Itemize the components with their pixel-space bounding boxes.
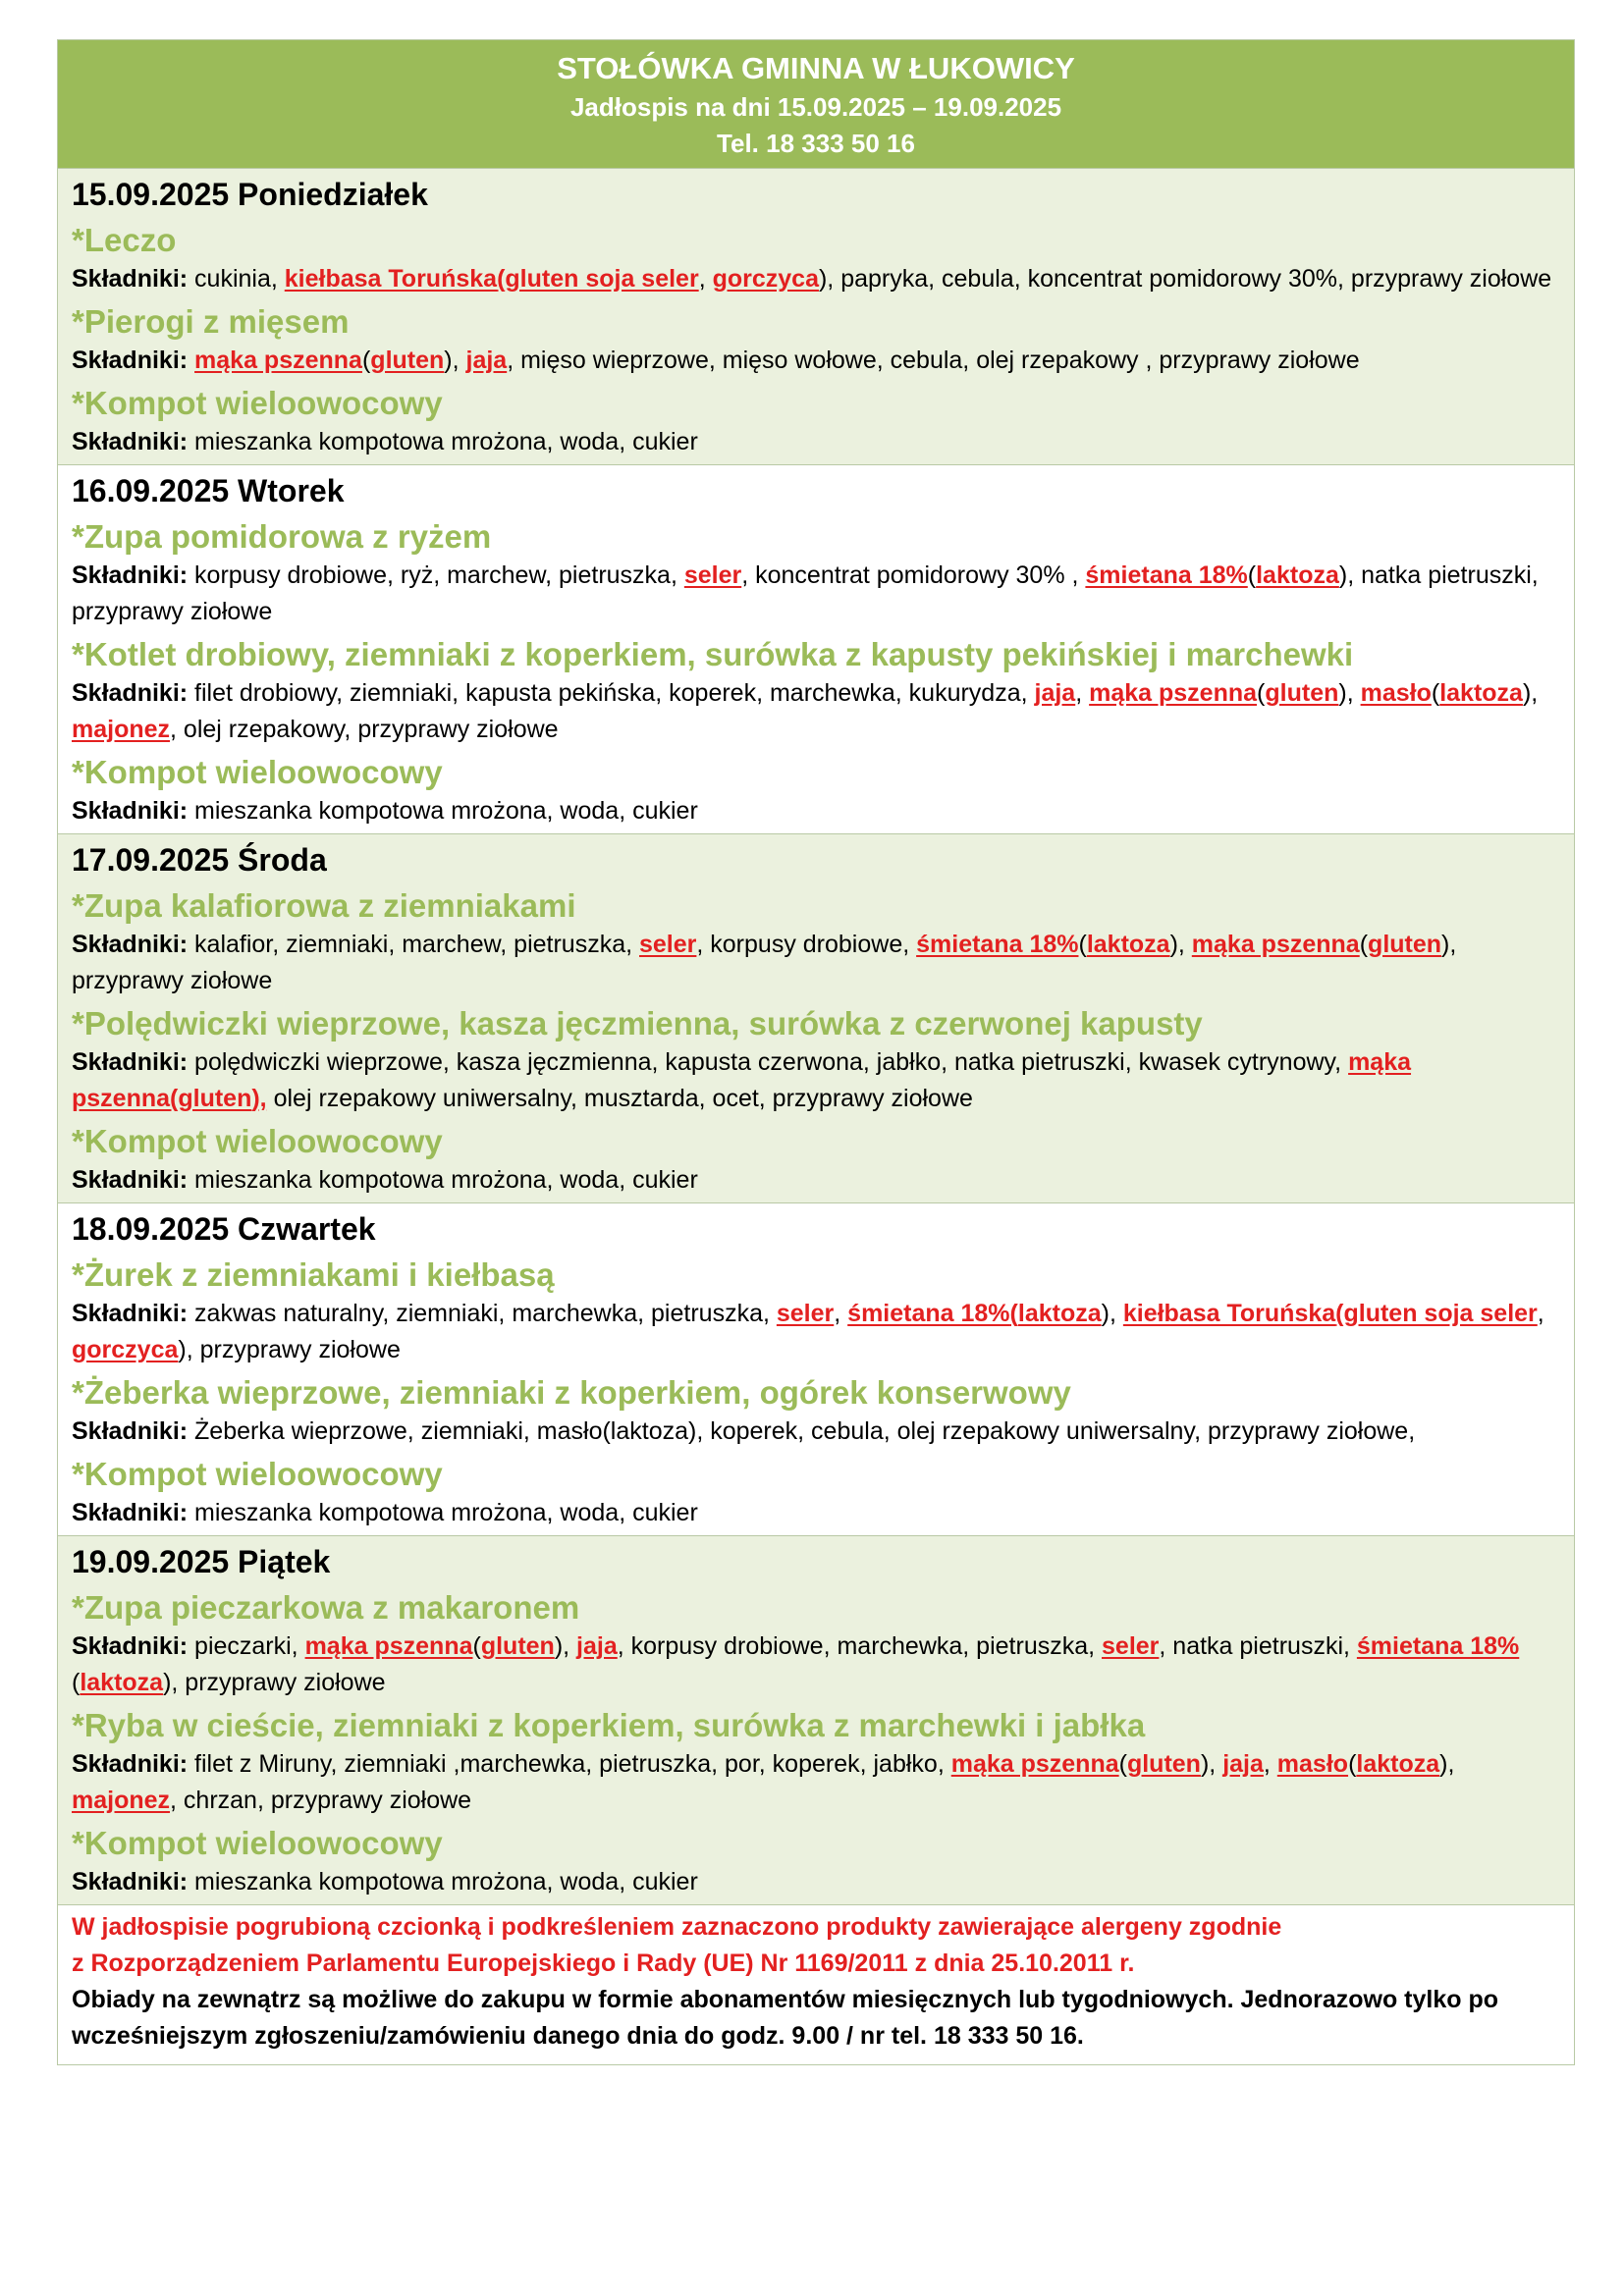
allergen-text: gorczyca <box>712 265 819 293</box>
allergen-text: mąka pszenna <box>1191 931 1360 958</box>
day-section <box>58 834 1574 1203</box>
dish-name: *Zupa pieczarkowa z makaronem <box>72 1589 580 1626</box>
footer-notes <box>58 1905 1574 2064</box>
ingredient-text: Żeberka wieprzowe, ziemniaki, masło(laktoza), koperek, cebula, olej rzepakowy uniwersalny, przyprawy ziołowe, <box>188 1417 1416 1445</box>
allergen-text: laktoza <box>1256 561 1339 589</box>
day-title: 15.09.2025 Poniedziałek <box>72 177 428 212</box>
ingredients-label: Składniki: <box>72 1048 189 1076</box>
ingredients-line <box>72 558 1560 630</box>
allergen-text: śmietana 18% <box>916 931 1079 958</box>
ingredient-text: zakwas naturalny, ziemniaki, marchewka, pietruszka, <box>188 1300 777 1327</box>
ingredient-text: ), <box>1439 1750 1455 1778</box>
ingredient-text <box>188 347 194 374</box>
dish-name: *Żurek z ziemniakami i kiełbasą <box>72 1256 555 1293</box>
allergen-text: laktoza <box>1439 679 1523 707</box>
allergen-text: seler <box>1102 1632 1160 1660</box>
ingredient-text: ), <box>1200 1750 1223 1778</box>
days-container <box>58 169 1574 1905</box>
ingredient-text: , natka pietruszki, <box>1159 1632 1357 1660</box>
day-section <box>58 1536 1574 1905</box>
ingredients-label: Składniki: <box>72 1166 189 1194</box>
day-title: 16.09.2025 Wtorek <box>72 473 345 508</box>
ingredients-line <box>72 1296 1560 1368</box>
ingredient-text: mieszanka kompotowa mrożona, woda, cukier <box>188 797 698 825</box>
canteen-title: STOŁÓWKA GMINNA W ŁUKOWICY <box>557 51 1075 85</box>
allergen-text: kiełbasa Toruńska <box>1122 1300 1336 1327</box>
ingredient-text: , chrzan, przyprawy ziołowe <box>170 1787 472 1814</box>
allergen-text: kiełbasa Toruńska <box>284 265 498 293</box>
ingredient-text: mieszanka kompotowa mrożona, woda, cukier <box>188 428 698 455</box>
dish-name: *Kompot wieloowocowy <box>72 1123 443 1159</box>
ingredients-label: Składniki: <box>72 679 189 707</box>
allergen-text: mąka pszenna <box>72 1048 1412 1112</box>
allergen-text: laktoza <box>80 1669 164 1696</box>
ingredients-label: Składniki: <box>72 1632 189 1660</box>
dish-name: *Żeberka wieprzowe, ziemniaki z koperkiem, ogórek konserwowy <box>72 1374 1071 1411</box>
dish-name: *Pierogi z mięsem <box>72 303 350 340</box>
allergen-text: gluten soja seler <box>505 265 699 293</box>
ingredient-text: mieszanka kompotowa mrożona, woda, cukier <box>188 1166 698 1194</box>
ingredients-line <box>72 343 1560 379</box>
allergen-text: seler <box>683 561 742 589</box>
ingredients-label: Składniki: <box>72 561 189 589</box>
ingredient-text: , mięso wieprzowe, mięso wołowe, cebula, olej rzepakowy , przyprawy ziołowe <box>507 347 1360 374</box>
allergen-text: majonez <box>72 716 171 743</box>
allergen-text: jaja <box>465 347 508 374</box>
ingredient-text: ), przyprawy ziołowe <box>163 1669 386 1696</box>
dish-name: *Kompot wieloowocowy <box>72 385 443 421</box>
ingredients-label: Składniki: <box>72 1417 189 1445</box>
allergen-text: śmietana 18% <box>847 1300 1010 1327</box>
ingredients-line <box>72 1864 1560 1900</box>
ingredient-text: , <box>834 1300 848 1327</box>
ingredient-text: mieszanka kompotowa mrożona, woda, cukier <box>188 1868 698 1896</box>
ingredients-line <box>72 424 1560 460</box>
dish-name: *Ryba w cieście, ziemniaki z koperkiem, surówka z marchewki i jabłka <box>72 1707 1146 1743</box>
ingredient-text: ), papryka, cebula, koncentrat pomidorowy 30%, przyprawy ziołowe <box>818 265 1552 293</box>
ingredient-text: ), <box>554 1632 577 1660</box>
ingredient-text: mieszanka kompotowa mrożona, woda, cukier <box>188 1499 698 1526</box>
ingredient-text: filet drobiowy, ziemniaki, kapusta pekińska, koperek, marchewka, kukurydza, <box>188 679 1035 707</box>
allergen-text: seler <box>776 1300 835 1327</box>
allergen-text: gluten <box>370 347 445 374</box>
ingredient-text: ), natka pietruszki, przyprawy ziołowe <box>72 561 1539 625</box>
ingredient-text: ( <box>472 1632 481 1660</box>
ingredient-text: filet z Miruny, ziemniaki ,marchewka, pietruszka, por, koperek, jabłko, <box>188 1750 951 1778</box>
day-section <box>58 1203 1574 1536</box>
menu-table <box>57 39 1575 2065</box>
dish-name: *Kompot wieloowocowy <box>72 754 443 790</box>
ingredients-line <box>72 261 1560 297</box>
dish-name: *Polędwiczki wieprzowe, kasza jęczmienna, surówka z czerwonej kapusty <box>72 1005 1203 1041</box>
ingredients-label: Składniki: <box>72 1750 189 1778</box>
ingredient-text: , korpusy drobiowe, <box>696 931 917 958</box>
allergen-text: majonez <box>72 1787 171 1814</box>
ingredient-text: ( <box>1078 931 1087 958</box>
menu-date-range: Jadłospis na dni 15.09.2025 – 19.09.2025 <box>569 92 1062 122</box>
dish-name: *Kompot wieloowocowy <box>72 1825 443 1861</box>
ingredients-line <box>72 1746 1560 1819</box>
allergen-text: laktoza <box>1086 931 1170 958</box>
menu-header <box>58 40 1574 169</box>
allergen-text: gluten <box>1126 1750 1201 1778</box>
ingredients-label: Składniki: <box>72 931 189 958</box>
ingredients-label: Składniki: <box>72 1499 189 1526</box>
ingredients-label: Składniki: <box>72 265 189 293</box>
day-title: 19.09.2025 Piątek <box>72 1544 331 1579</box>
ingredient-text: ( <box>1348 1750 1357 1778</box>
ingredient-text: ( <box>1359 931 1369 958</box>
allergen-text: śmietana 18% <box>1356 1632 1520 1660</box>
ingredient-text: korpusy drobiowe, ryż, marchew, pietruszka, <box>188 561 684 589</box>
allergen-text: mąka pszenna <box>1089 679 1258 707</box>
allergen-text: gluten <box>1368 931 1442 958</box>
ingredient-text: , <box>1537 1300 1544 1327</box>
ingredients-label: Składniki: <box>72 428 189 455</box>
ingredients-line <box>72 1162 1560 1199</box>
ingredients-line <box>72 793 1560 829</box>
ingredient-text: ), przyprawy ziołowe <box>72 931 1457 994</box>
ingredient-text: kalafior, ziemniaki, marchew, pietruszka, <box>188 931 639 958</box>
ingredients-line <box>72 675 1560 748</box>
ingredients-label: Składniki: <box>72 1868 189 1896</box>
ingredients-line <box>72 1495 1560 1531</box>
ingredient-text: ( <box>72 1669 81 1696</box>
allergen-text: ( <box>1335 1300 1344 1327</box>
ingredient-text: polędwiczki wieprzowe, kasza jęczmienna, kapusta czerwona, jabłko, natka pietruszki, kwasek cytrynowy, <box>188 1048 1349 1076</box>
ingredient-text: ( <box>1431 679 1440 707</box>
ingredient-text: olej rzepakowy uniwersalny, musztarda, ocet, przyprawy ziołowe <box>266 1085 973 1112</box>
allergen-note-line-1: W jadłospisie pogrubioną czcionką i podkreśleniem zaznaczono produkty zawierające alergeny zgodnie <box>72 1913 1282 1941</box>
day-section <box>58 465 1574 834</box>
ingredient-text: ), <box>1522 679 1539 707</box>
dish-name: *Zupa kalafiorowa z ziemniakami <box>72 887 576 924</box>
allergen-text: jaja <box>1222 1750 1264 1778</box>
ingredients-line <box>72 1044 1560 1117</box>
ingredient-text: , <box>1263 1750 1277 1778</box>
allergen-text: jaja <box>1034 679 1076 707</box>
ingredient-text: ( <box>1118 1750 1127 1778</box>
allergen-text: gluten <box>1265 679 1339 707</box>
ingredient-text: pieczarki, <box>188 1632 305 1660</box>
day-title: 17.09.2025 Środa <box>72 842 327 878</box>
ingredient-text: ( <box>1257 679 1266 707</box>
allergen-text: seler <box>639 931 697 958</box>
allergen-text: mąka pszenna <box>304 1632 473 1660</box>
ingredient-text: ( <box>361 347 371 374</box>
allergen-text: mąka pszenna <box>950 1750 1119 1778</box>
ingredients-label: Składniki: <box>72 1300 189 1327</box>
ingredient-text: cukinia, <box>188 265 285 293</box>
ingredient-text: ), przyprawy ziołowe <box>178 1336 401 1363</box>
allergen-text: śmietana 18% <box>1085 561 1248 589</box>
ingredients-line <box>72 1629 1560 1701</box>
ingredient-text: ), <box>444 347 466 374</box>
allergen-text: gluten <box>178 1085 252 1112</box>
ingredient-text: ), <box>1338 679 1361 707</box>
ingredients-label: Składniki: <box>72 797 189 825</box>
allergen-text: gorczyca <box>72 1336 179 1363</box>
ingredient-text: , korpusy drobiowe, marchewka, pietruszka, <box>617 1632 1103 1660</box>
allergen-text: ), <box>251 1085 267 1112</box>
day-section <box>58 169 1574 465</box>
ingredient-text: , olej rzepakowy, przyprawy ziołowe <box>170 716 559 743</box>
allergen-text: ( <box>497 265 506 293</box>
allergen-text: mąka pszenna <box>194 347 362 374</box>
ingredient-text: ( <box>1247 561 1257 589</box>
allergen-text: jaja <box>576 1632 618 1660</box>
dish-name: *Kompot wieloowocowy <box>72 1456 443 1492</box>
allergen-text: ( <box>170 1085 179 1112</box>
ingredient-text: , koncentrat pomidorowy 30% , <box>741 561 1086 589</box>
ingredients-label: Składniki: <box>72 347 189 374</box>
dish-name: *Leczo <box>72 222 177 258</box>
dish-name: *Kotlet drobiowy, ziemniaki z koperkiem, surówka z kapusty pekińskiej i marchewki <box>72 636 1354 672</box>
order-note: Obiady na zewnątrz są możliwe do zakupu w formie abonamentów miesięcznych lub tygodniowych. Jednorazowo tylko po wcześniejszym zgłoszeniu/zamówieniu danego dnia do godz. 9.00 / nr tel. 18 333 50 16. <box>72 1986 1499 2050</box>
allergen-text: laktoza <box>1017 1300 1102 1327</box>
allergen-text: gluten soja seler <box>1343 1300 1538 1327</box>
dish-name: *Zupa pomidorowa z ryżem <box>72 518 492 555</box>
allergen-text: gluten <box>480 1632 555 1660</box>
ingredient-text: ), <box>1101 1300 1123 1327</box>
ingredient-text: ), <box>1169 931 1192 958</box>
allergen-text: masło <box>1276 1750 1349 1778</box>
allergen-text: ( <box>1009 1300 1018 1327</box>
allergen-text: laktoza <box>1356 1750 1440 1778</box>
allergen-text: masło <box>1360 679 1432 707</box>
ingredients-line <box>72 927 1560 999</box>
ingredients-line <box>72 1414 1560 1450</box>
day-title: 18.09.2025 Czwartek <box>72 1211 376 1247</box>
canteen-phone: Tel. 18 333 50 16 <box>717 129 915 158</box>
ingredient-text: , <box>1075 679 1090 707</box>
ingredient-text: , <box>698 265 713 293</box>
allergen-note-line-2: z Rozporządzeniem Parlamentu Europejskiego i Rady (UE) Nr 1169/2011 z dnia 25.10.2011 r. <box>72 1949 1135 1977</box>
